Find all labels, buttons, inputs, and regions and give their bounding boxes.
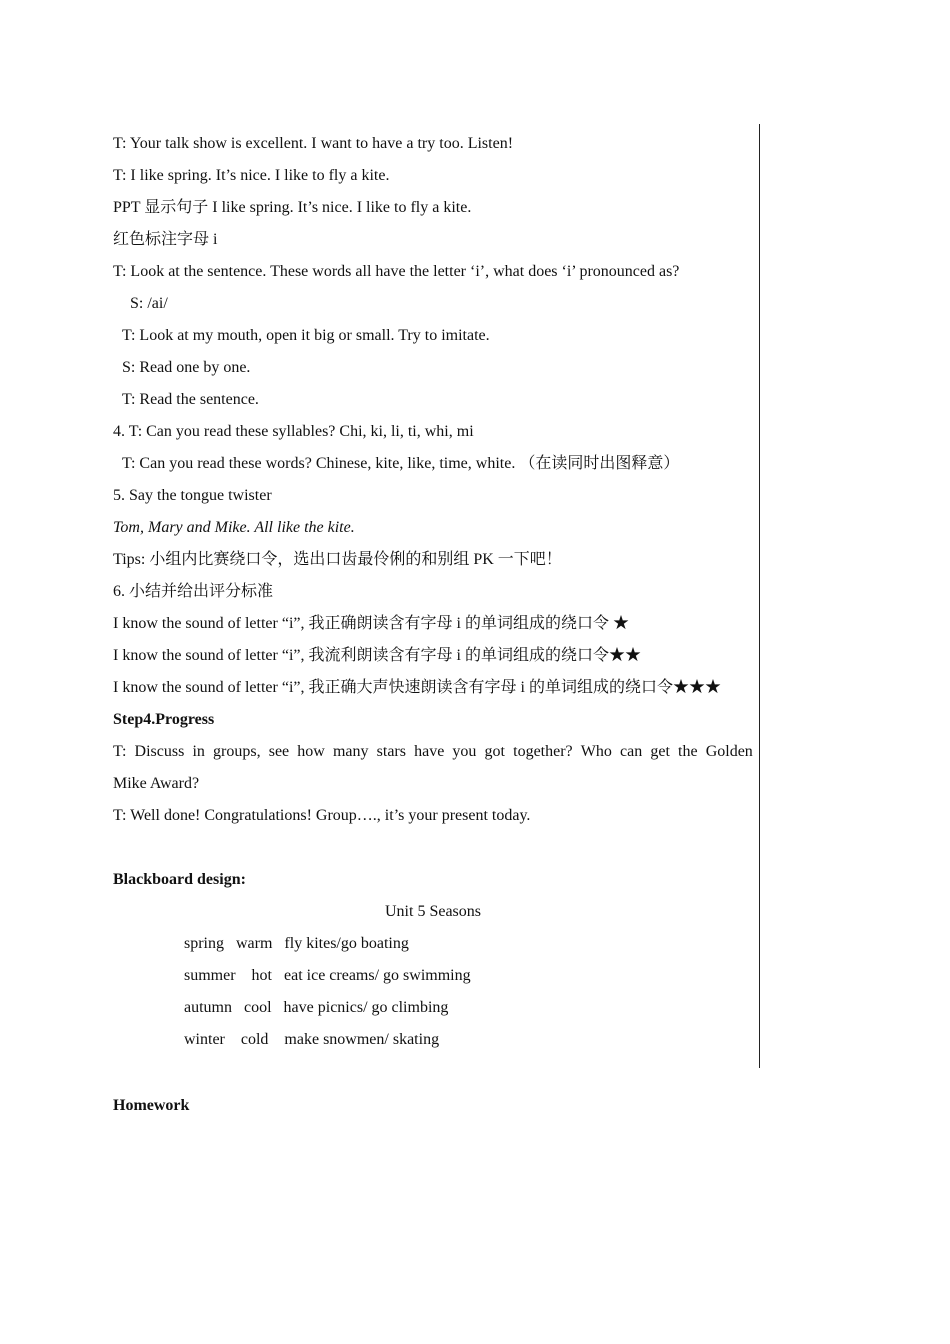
paragraph-word: see [268, 743, 290, 760]
blackboard-heading: Blackboard design: [113, 871, 246, 888]
paragraph-word: Discuss [134, 743, 185, 760]
highlight-note: 红色标注字母 i [113, 231, 218, 248]
paragraph-word: in [192, 743, 205, 760]
progress-paragraph-line2: Mike Award? [113, 775, 200, 792]
paragraph-word: got [484, 743, 505, 760]
lesson-plan-body [113, 132, 753, 1060]
blackboard-row: winter cold make snowmen/ skating [184, 1031, 440, 1048]
paragraph-word: Who [580, 743, 612, 760]
justified-words [113, 740, 753, 764]
criteria-1-star: I know the sound of letter “i”, 我正确朗读含有字母 i 的单词组成的绕口令 ★ [113, 615, 629, 632]
teacher-line: T: Look at the sentence. These words all have the letter ‘i’, what does ‘i’ pronounced as? [113, 263, 680, 280]
blackboard-row: spring warm fly kites/go boating [184, 935, 409, 952]
margin-rule [759, 124, 760, 1068]
blackboard-row: autumn cool have picnics/ go climbing [184, 999, 449, 1016]
student-line: S: Read one by one. [122, 359, 251, 376]
step-item: 6. 小结并给出评分标准 [113, 583, 274, 600]
paragraph-word: you [452, 743, 477, 760]
teacher-line: T: Read the sentence. [122, 391, 259, 408]
paragraph-word: the [678, 743, 698, 760]
paragraph-word: together? [513, 743, 573, 760]
step-item: 4. T: Can you read these syllables? Chi, ki, li, ti, whi, mi [113, 423, 474, 440]
paragraph-word: how [297, 743, 325, 760]
paragraph-word: groups, [213, 743, 261, 760]
blackboard-title: Unit 5 Seasons [385, 903, 481, 920]
paragraph-word: T: [113, 743, 127, 760]
teacher-line: T: Look at my mouth, open it big or small. Try to imitate. [122, 327, 490, 344]
teacher-line: T: I like spring. It’s nice. I like to fly a kite. [113, 167, 390, 184]
paragraph-word: get [650, 743, 670, 760]
criteria-2-star: I know the sound of letter “i”, 我流利朗读含有字母 i 的单词组成的绕口令★★ [113, 647, 641, 664]
teacher-line: T: Your talk show is excellent. I want to have a try too. Listen! [113, 135, 514, 152]
paragraph-word: many [332, 743, 369, 760]
congratulations-line: T: Well done! Congratulations! Group…., it’s your present today. [113, 807, 531, 824]
blank-line [113, 836, 753, 868]
paragraph-word: have [414, 743, 445, 760]
paragraph-word: can [620, 743, 643, 760]
ppt-note: PPT 显示句子 I like spring. It’s nice. I like to fly a kite. [113, 199, 472, 216]
paragraph-word: stars [376, 743, 406, 760]
teacher-line: T: Can you read these words? Chinese, kite, like, time, white. （在读同时出图释意） [122, 455, 680, 472]
step-heading: Step4.Progress [113, 711, 215, 728]
tips: Tips: 小组内比赛绕口令，选出口齿最伶俐的和别组 PK 一下吧！ [113, 551, 562, 568]
blackboard-row: summer hot eat ice creams/ go swimming [184, 967, 471, 984]
paragraph-word: Golden [705, 743, 753, 760]
criteria-3-star: I know the sound of letter “i”, 我正确大声快速朗读含有字母 i 的单词组成的绕口令★★★ [113, 679, 721, 696]
tongue-twister: Tom, Mary and Mike. All like the kite. [113, 519, 355, 536]
student-line: S: /ai/ [130, 295, 168, 312]
progress-paragraph-line1 [113, 740, 753, 772]
step-item: 5. Say the tongue twister [113, 487, 272, 504]
homework-heading: Homework [113, 1097, 190, 1114]
